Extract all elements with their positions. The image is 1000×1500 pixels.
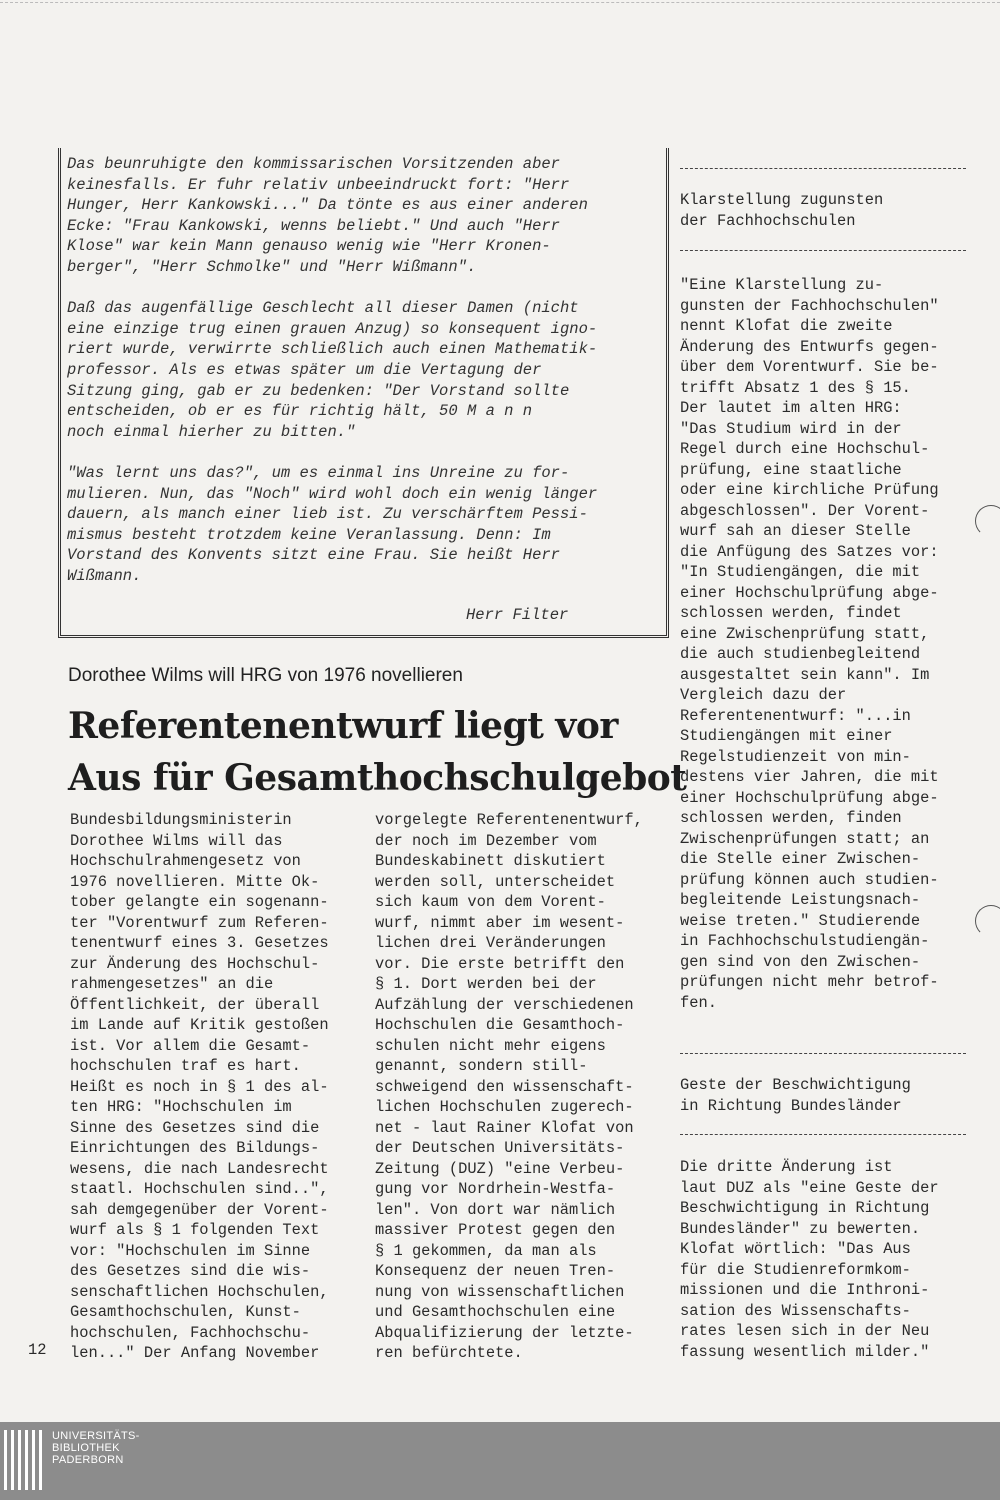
sidebar-section-1-title: Klarstellung zugunsten der Fachhochschulen (680, 191, 884, 230)
sidebar-rule-2 (680, 250, 966, 251)
binder-hole-bottom (975, 905, 1000, 937)
sidebar-rule-4 (680, 1134, 966, 1135)
page-number: 12 (28, 1341, 47, 1359)
sidebar-rule-3 (680, 1053, 966, 1054)
sidebar-section-2-text: Die dritte Änderung ist laut DUZ als "eine Geste der Beschwichtigung in Richtung Bundesländer" zu bewerten. Klofat wörtlich: "Das Aus für die Studienreformkom- missionen und die Inthroni- sation des Wissenschafts- rates lesen sich in der Neu fassung wesentlich milder." (680, 1158, 939, 1361)
library-footer (0, 1422, 1000, 1500)
article-column-2: vorgelegte Referentenentwurf, der noch im Dezember vom Bundeskabinett diskutiert werden soll, unterscheidet sich kaum von dem Vorent- wurf, nimmt aber im wesent- lichen drei Veränderungen vor. Die erste betrifft den § 1. Dort werden bei der Aufzählung der verschiedenen Hochschulen die Gesamthoch- schulen nicht mehr eigens genannt, sondern still- schweigend den wissenschaft- lichen Hochschulen zugerech- net - laut Rainer Klofat von der Deutschen Universitäts- Zeitung (DUZ) "eine Verbeu- gung vor Nordrhein-Westfa- len". Von dort war nämlich massiver Protest gegen den § 1 gekommen, da man als Konsequenz der neuen Tren- nung von wissenschaftlichen und Gesamthochschulen eine Abqualifizierung der letzte- ren befürchtete. (375, 811, 643, 1362)
sidebar-section-1-text: "Eine Klarstellung zu- gunsten der Fachhochschulen" nennt Klofat die zweite Änderung des Entwurfs gegen- über dem Vorentwurf. Sie be- trifft Absatz 1 des § 15. Der lautet im alten HRG: "Das Studium wird in der Regel durch eine Hochschul- prüfung, eine staatliche oder eine kirchliche Prüfung abgeschlossen". Der Vorent- wurf sah an dieser Stelle die Anfügung des Satzes vor: "In Studiengängen, die mit einer Hochschulprüfung abge- schlossen werden, findet eine Zwischenprüfung statt, die auch studienbegleitend ausgestaltet sein kann". Im Vergleich dazu der Referentenentwurf: "...in Studiengängen mit einer Regelstudienzeit von min- destens vier Jahren, die mit einer Hochschulprüfung abge- schlossen werden, finden Zwischenprüfungen statt; an die Stelle einer Zwischen- prüfung können auch studien- begleitende Leistungsnach- weise treten." Studierende in Fachhochschulstudiengän- gen sind von den Zwischen- prüfungen nicht mehr betrof- fen. (680, 276, 939, 1012)
binder-hole-top (975, 505, 1000, 537)
article-column-1: Bundesbildungsministerin Dorothee Wilms will das Hochschulrahmengesetz von 1976 novellieren. Mitte Ok- tober gelangte ein sogenann- ter "Vorentwurf zum Referen- tenentwurf eines 3. Gesetzes zur Änderung des Hochschul- rahmengesetzes" an die Öffentlichkeit, der überall im Lande auf Kritik gestoßen ist. Vor allem die Gesamt- hochschulen traf es hart. Heißt es noch in § 1 des al- ten HRG: "Hochschulen im Sinne des Gesetzes sind die Einrichtungen des Bildungs- wesens, die nach Landesrecht staatl. Hochschulen sind..", sah demgegenüber der Vorent- wurf als § 1 folgenden Text vor: "Hochschulen im Sinne des Gesetzes sind die wis- senschaftlichen Hochschulen, Gesamthochschulen, Kunst- hochschulen, Fachhochschu- len..." Der Anfang November (70, 811, 329, 1362)
headline-line-1: Referentenentwurf liegt vor (68, 705, 618, 747)
box-paragraph-2: Daß das augenfällige Geschlecht all dieser Damen (nicht eine einzige trug einen grauen Anzug) so konsequent igno- riert wurde, verwirrte schließlich auch einen Mathematik- professor. Als es etwas später um die Vertagung der Sitzung ging, gab er zu bedenken: "Der Vorstand sollte entscheiden, ob er es für richtig hält, 50 M a n n noch einmal hierher zu bitten." (67, 299, 598, 441)
boxed-commentary (58, 148, 669, 638)
box-text (67, 154, 657, 607)
box-paragraph-1: Das beunruhigte den kommissarischen Vorsitzenden aber keinesfalls. Er fuhr relativ unbeeindruckt fort: "Herr Hunger, Herr Kankowski..." Da tönte es aus einer anderen Ecke: "Frau Kankowski, wenns beliebt." Und auch "Herr Klose" war kein Mann genauso wenig wie "Herr Kronen- berger", "Herr Schmolke" und "Herr Wißmann". (67, 155, 588, 276)
box-paragraph-3: "Was lernt uns das?", um es einmal ins Unreine zu for- mulieren. Nun, das "Noch" wird wohl doch ein wenig länger dauern, als manch einer lieb ist. Zu verschärftem Pessi- mismus besteht trotzdem keine Veranlassung. Denn: Im Vorstand des Konvents sitzt eine Frau. Sie heißt Herr Wißmann. (67, 463, 598, 585)
sidebar-section-2-title: Geste der Beschwichtigung in Richtung Bundesländer (680, 1076, 911, 1115)
article-kicker: Dorothee Wilms will HRG von 1976 novellieren (68, 665, 463, 686)
library-logo-text: UNIVERSITÄTS- BIBLIOTHEK PADERBORN (52, 1430, 140, 1466)
top-scan-edge (0, 2, 1000, 5)
sidebar-rule-1 (680, 168, 966, 169)
box-signature: Herr Filter (466, 606, 569, 624)
article-headline (68, 700, 688, 804)
library-logo-icon (4, 1430, 44, 1490)
headline-line-2: Aus für Gesamthochschulgebot (68, 757, 687, 799)
